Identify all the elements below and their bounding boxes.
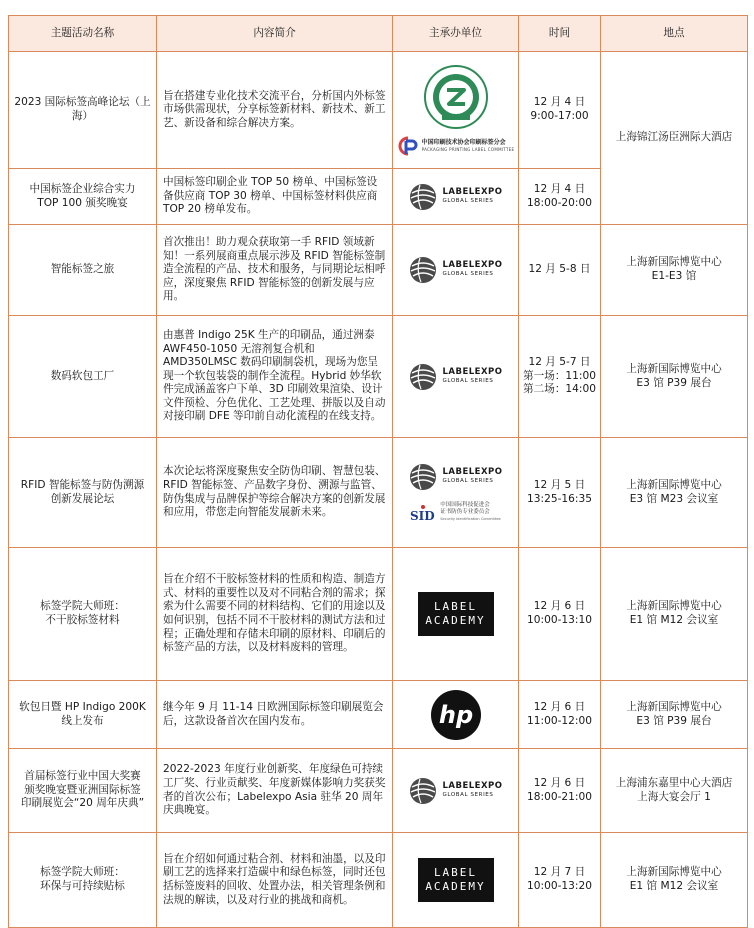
table-row (9, 749, 748, 833)
event-description: 2022-2023 年度行业创新奖、年度绿色可持续工厂奖、行业贡献奖、年度新媒体影响力奖获奖者的首次公布；Labelexpo Asia 驻华 20 周年庆典晚宴。 (157, 749, 393, 833)
svg-text:hp: hp (438, 700, 473, 729)
event-name: 智能标签之旅 (9, 225, 157, 316)
labelexpo-logo: LABELEXPO GLOBAL SERIES (408, 462, 502, 492)
event-name: 中国标签企业综合实力 TOP 100 颁奖晚宴 (9, 169, 157, 225)
event-name: 2023 国际标签高峰论坛（上海） (9, 52, 157, 169)
event-description: 继今年 9 月 11-14 日欧洲国际标签印刷展览会后，这款设备首次在国内发布。 (157, 681, 393, 749)
event-description: 旨在介绍不干胶标签材料的性质和构造、制造方式、材料的重要性以及对不同粘合剂的需求；探索为什么需要不同的材料结构、它们的用途以及如何识别，包括不同不干胶材料的测试方法和过程；正确处理和存储未印刷的原材料、印刷后的标签产品的方法，以及材料废料的管理。 (157, 548, 393, 681)
event-location: 上海锦江汤臣洲际大酒店 (601, 52, 748, 225)
event-description: 中国标签印刷企业 TOP 50 榜单、中国标签设备供应商 TOP 30 榜单、中国标签材料供应商 TOP 20 榜单发布。 (157, 169, 393, 225)
green-seal-logo-icon (423, 64, 489, 130)
event-location: 上海新国际博览中心 E1-E3 馆 (601, 225, 748, 316)
organizer-cell (393, 749, 519, 833)
event-time: 12 月 4 日 18:00-20:00 (519, 169, 601, 225)
labelexpo-logo: LABELEXPO GLOBAL SERIES (408, 362, 502, 392)
labelexpo-logo: LABELEXPO GLOBAL SERIES (408, 776, 502, 806)
svg-text:SID: SID (410, 508, 435, 522)
organizer-cell (393, 438, 519, 548)
organizer-cell (393, 833, 519, 928)
event-time: 12 月 6 日 10:00-13:10 (519, 548, 601, 681)
labelexpo-logo: LABELEXPO GLOBAL SERIES (408, 255, 502, 285)
event-location: 上海浦东嘉里中心大酒店 上海大宴会厅 1 (601, 749, 748, 833)
organizer-cell (393, 169, 519, 225)
header-location: 地点 (601, 16, 748, 52)
event-name: 标签学院大师班： 环保与可持续贴标 (9, 833, 157, 928)
header-event-name: 主题活动名称 (9, 16, 157, 52)
organizer-cell (393, 225, 519, 316)
event-name: 首届标签行业中国大奖赛 颁奖晚宴暨亚洲国际标签 印刷展览会“20 周年庆典” (9, 749, 157, 833)
header-organizer: 主承办单位 (393, 16, 519, 52)
event-location: 上海新国际博览中心 E3 馆 P39 展台 (601, 316, 748, 438)
event-location: 上海新国际博览中心 E1 馆 M12 会议室 (601, 833, 748, 928)
table-row (9, 225, 748, 316)
event-description: 本次论坛将深度聚焦安全防伪印刷、智慧包装、RFID 智能标签、产品数字身份、溯源与监管、防伪集成与品牌保护等综合解决方案的创新发展和应用，带您走向智能发展新未来。 (157, 438, 393, 548)
table-row (9, 548, 748, 681)
event-time: 12 月 7 日 10:00-13:20 (519, 833, 601, 928)
event-location: 上海新国际博览中心 E3 馆 P39 展台 (601, 681, 748, 749)
label-academy-logo: LABEL ACADEMY (418, 858, 494, 902)
event-description: 旨在介绍如何通过粘合剂、材料和油墨，以及印刷工艺的选择来打造碳中和绿色标签，同时还包括标签废料的回收、处置办法，相关管理条例和法规的解读，以及对行业的挑战和商机。 (157, 833, 393, 928)
event-location: 上海新国际博览中心 E1 馆 M12 会议室 (601, 548, 748, 681)
organizer-cell (393, 548, 519, 681)
organizer-cell (393, 316, 519, 438)
table-row (9, 833, 748, 928)
header-time: 时间 (519, 16, 601, 52)
label-academy-logo: LABEL ACADEMY (418, 592, 494, 636)
table-header-row (9, 16, 748, 52)
event-description: 旨在搭建专业化技术交流平台，分析国内外标签市场供需现状，分享标签新材料、新技术、新工艺、新设备和综合解决方案。 (157, 52, 393, 169)
hp-logo-icon (430, 689, 482, 741)
event-description: 由惠普 Indigo 25K 生产的印刷品，通过洲泰 AWF450-1050 无溶剂复合机和 AMD350LMSC 数码印刷制袋机，现场为您呈现一个软包装袋的制作全流程。Hybrid 妙华软件完成涵盖客户下单、3D 印刷效果渲染、设计文件预检、分色优化、工艺处理、拼版以及自动对接印刷 DFE 等印前自动化流程的在线支持。 (157, 316, 393, 438)
event-name: 标签学院大师班： 不干胶标签材料 (9, 548, 157, 681)
event-description: 首次推出！助力观众获取第一手 RFID 领域新知！一系列展商重点展示涉及 RFID 智能标签制造全流程的产品、技术和服务，与同期论坛相呼应，深度聚焦 RFID 智能标签的创新发展与应用。 (157, 225, 393, 316)
globe-icon (408, 462, 438, 492)
event-time: 12 月 6 日 18:00-21:00 (519, 749, 601, 833)
globe-icon (408, 182, 438, 212)
events-table (8, 15, 748, 928)
labelexpo-logo: LABELEXPO GLOBAL SERIES (408, 182, 502, 212)
table-row (9, 681, 748, 749)
event-time: 12 月 5-8 日 (519, 225, 601, 316)
organizer-cell (393, 681, 519, 749)
table-row (9, 316, 748, 438)
event-time: 12 月 5-7 日 第一场：11:00 第二场：14:00 (519, 316, 601, 438)
event-location: 上海新国际博览中心 E3 馆 M23 会议室 (601, 438, 748, 548)
event-name: RFID 智能标签与防伪溯源 创新发展论坛 (9, 438, 157, 548)
event-name: 软包日暨 HP Indigo 200K 线上发布 (9, 681, 157, 749)
sid-logo: SID 中国国际科技促进会 证书防伪专业委员会 Security Identification Committee (410, 502, 501, 522)
event-time: 12 月 5 日 13:25-16:35 (519, 438, 601, 548)
globe-icon (408, 362, 438, 392)
event-name: 数码软包工厂 (9, 316, 157, 438)
table-row (9, 438, 748, 548)
organizer-cell (393, 52, 519, 169)
sid-mark-icon (410, 504, 436, 522)
cpl-mark-icon (397, 136, 419, 156)
globe-icon (408, 776, 438, 806)
header-description: 内容简介 (157, 16, 393, 52)
globe-icon (408, 255, 438, 285)
table-row (9, 52, 748, 169)
event-time: 12 月 6 日 11:00-12:00 (519, 681, 601, 749)
cpl-logo: 中国印刷技术协会印刷标签分会 PACKAGING PRINTING LABEL COMMITTEE (397, 136, 515, 156)
event-time: 12 月 4 日 9:00-17:00 (519, 52, 601, 169)
